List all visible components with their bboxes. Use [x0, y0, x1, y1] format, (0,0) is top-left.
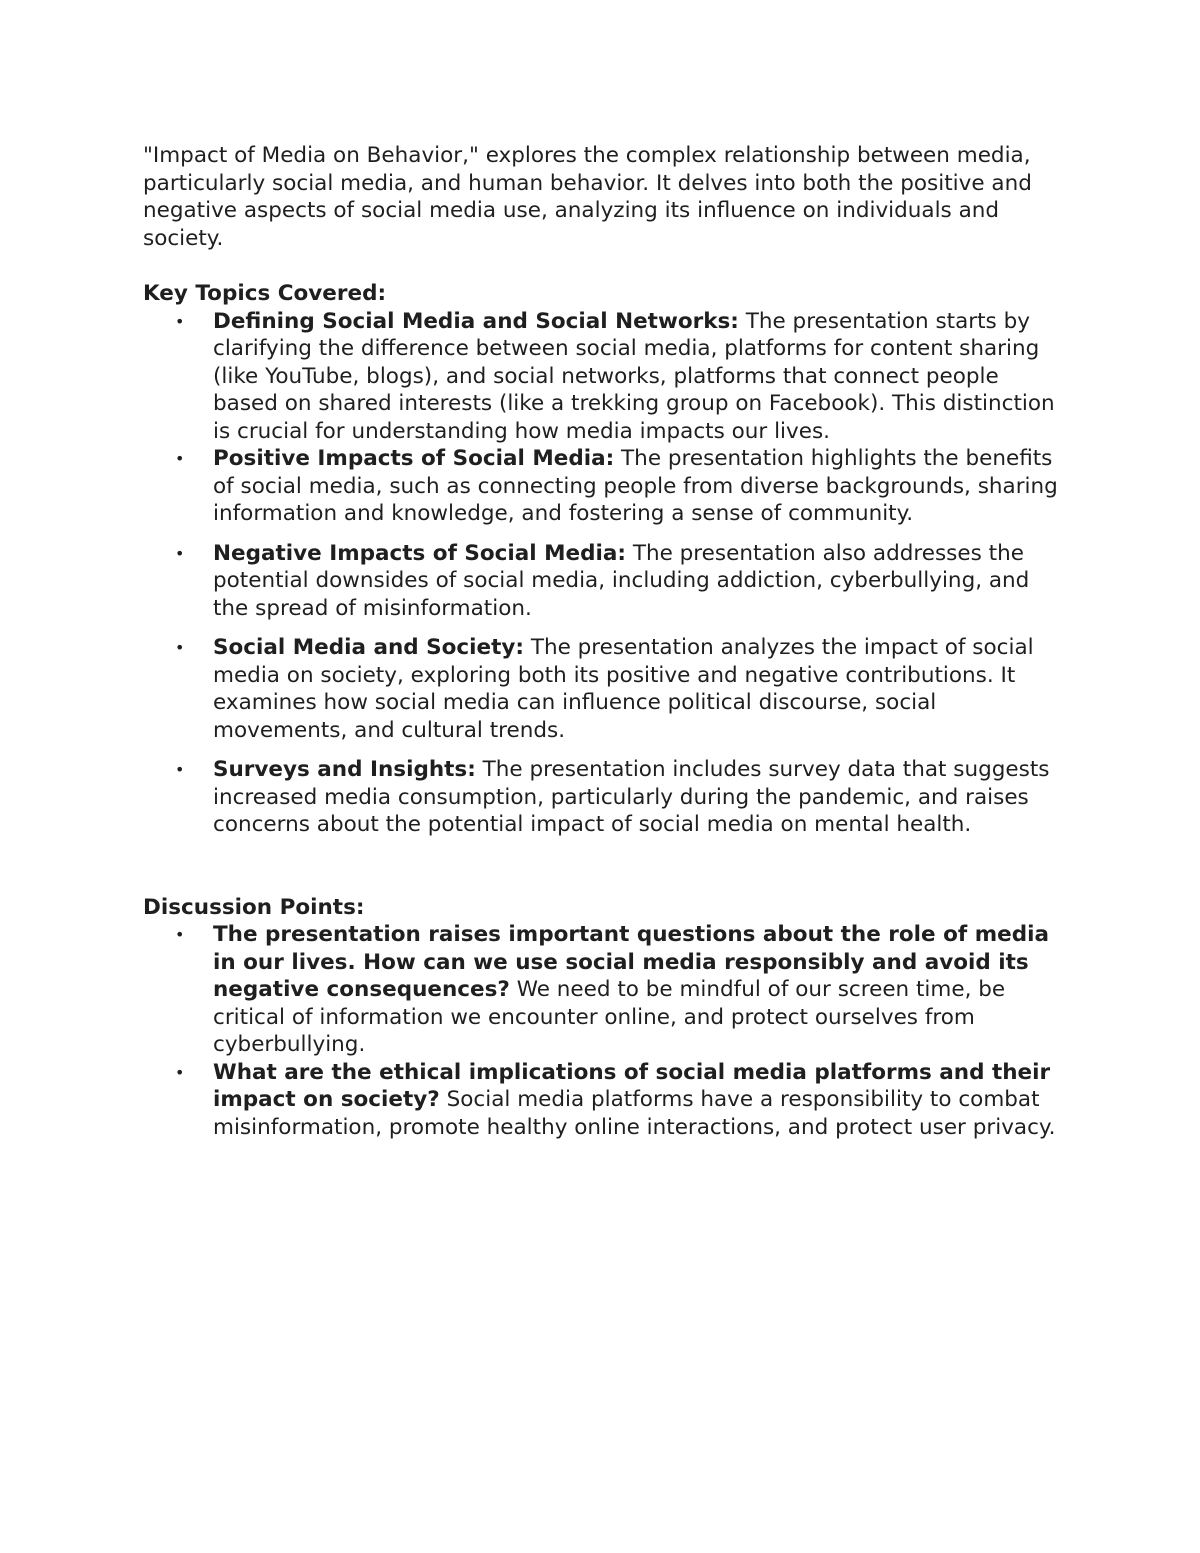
topic-term: Negative Impacts of Social Media: [213, 540, 626, 566]
topic-text: The presentation highlights the benefits of social media, such as connecting people from diverse backgrounds, sharing information and knowledge, and fostering a sense of community. [213, 446, 1058, 526]
bullet-icon: • [175, 543, 185, 563]
list-item [143, 1059, 1063, 1142]
topic-term: Defining Social Media and Social Networks: [213, 308, 739, 334]
topic-text: The presentation starts by clarifying the difference between social media, platforms for content sharing (like YouTube, blogs), and social networks, platforms that connect people based on shared interests (like a trekking group on Facebook). This distinction is crucial for understanding how media impacts our lives. [213, 308, 1055, 444]
list-item [143, 756, 1063, 839]
list-item [143, 540, 1063, 623]
discussion-question: What are the ethical implications of social media platforms and their impact on society? [213, 1059, 1051, 1112]
bullet-icon: • [175, 449, 185, 468]
key-topics-list [143, 308, 1063, 839]
discussion-answer: We need to be mindful of our screen time, be critical of information we encounter online, and protect ourselves from cyberbullying. [213, 977, 1006, 1057]
topic-text: The presentation analyzes the impact of social media on society, exploring both its positive and negative contributions. It examines how social media can influence political discourse, social movements, and cultural trends. [213, 635, 1034, 743]
discussion-question: The presentation raises important questions about the role of media in our lives. How can we use social media responsibly and avoid its negative consequences? [213, 922, 1049, 1002]
topic-text: The presentation also addresses the potential downsides of social media, including addiction, cyberbullying, and the spread of misinformation. [213, 540, 1030, 621]
topic-text: The presentation includes survey data that suggests increased media consumption, particularly during the pandemic, and raises concerns about the potential impact of social media on mental health. [213, 757, 1050, 837]
list-item [143, 308, 1063, 446]
bullet-icon: • [175, 311, 185, 331]
bullet-icon: • [175, 1062, 185, 1082]
key-topics-heading: Key Topics Covered: [143, 281, 387, 306]
discussion-answer: Social media platforms have a responsibility to combat misinformation, promote healthy online interactions, and protect user privacy. [213, 1087, 1056, 1140]
bullet-icon: • [175, 638, 185, 657]
discussion-heading: Discussion Points: [143, 894, 365, 920]
topic-term: Social Media and Society: [213, 635, 524, 660]
discussion-list [143, 921, 1063, 1141]
list-item [143, 445, 1063, 528]
list-item [143, 634, 1063, 744]
topic-term: Surveys and Insights: [213, 757, 476, 782]
list-item [143, 921, 1063, 1059]
bullet-icon: • [175, 925, 185, 944]
document-page [143, 142, 1063, 1141]
intro-paragraph: "Impact of Media on Behavior," explores the complex relationship between media, particularly social media, and human behavior. It delves into both the positive and negative aspects of social media use, analyzing its influence on individuals and society. [143, 143, 1032, 251]
bullet-icon: • [175, 760, 185, 779]
topic-term: Positive Impacts of Social Media: [213, 446, 615, 471]
